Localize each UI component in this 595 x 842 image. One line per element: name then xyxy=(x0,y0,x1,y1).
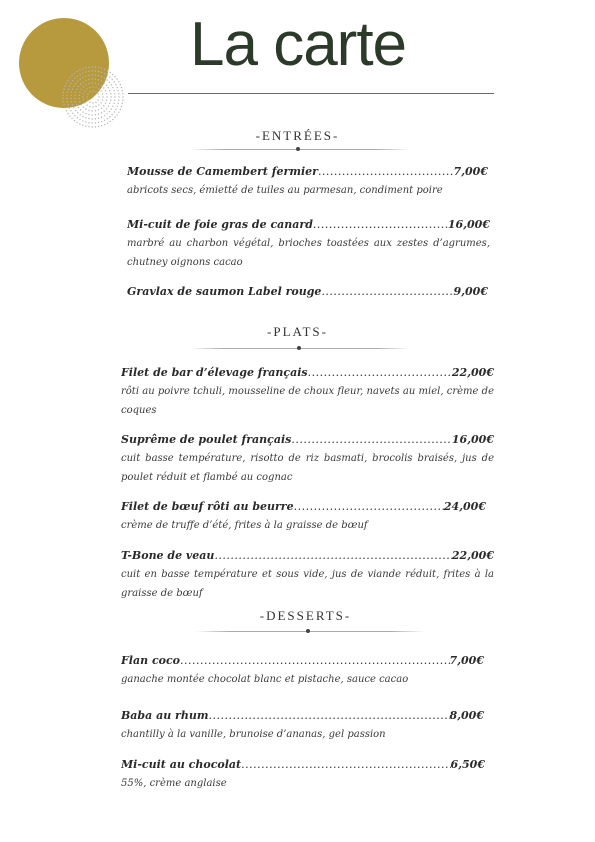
menu-item xyxy=(121,758,485,793)
menu-item xyxy=(127,285,488,298)
section-divider-dot xyxy=(296,147,300,151)
leader-dots xyxy=(313,218,448,231)
item-price: 22,00€ xyxy=(451,549,494,562)
leader-dots xyxy=(180,654,450,667)
item-price: 22,00€ xyxy=(451,366,494,379)
title-divider xyxy=(128,93,494,94)
leader-dots xyxy=(294,500,444,513)
decorative-dotted-circle xyxy=(58,62,128,132)
leader-dots xyxy=(208,709,449,722)
item-name: Gravlax de saumon Label rouge xyxy=(127,285,322,298)
item-price: 7,00€ xyxy=(453,165,488,178)
item-price: 6,50€ xyxy=(450,758,485,771)
menu-item xyxy=(121,500,486,535)
leader-dots xyxy=(308,366,452,379)
menu-item xyxy=(121,709,484,744)
item-description: marbré au charbon végétal, brioches toastées aux zestes d’agrumes, chutney oignons cacao xyxy=(127,238,490,268)
section-header-entrees xyxy=(0,128,595,144)
section-divider-entrees xyxy=(190,149,410,150)
item-price: 9,00€ xyxy=(453,285,488,298)
item-name: Baba au rhum xyxy=(121,709,209,722)
item-name: Mousse de Camembert fermier xyxy=(127,165,318,178)
item-name: Suprême de poulet français xyxy=(121,433,292,446)
item-price: 16,00€ xyxy=(447,218,490,231)
leader-dots xyxy=(321,285,453,298)
menu-item xyxy=(121,549,494,603)
section-divider-desserts xyxy=(195,631,425,632)
item-description: cuit basse température, risotto de riz basmati, brocolis braisés, jus de poulet réduit et flambé au cognac xyxy=(121,453,494,483)
item-price: 7,00€ xyxy=(449,654,484,667)
item-description: chantilly à la vanille, brunoise d’ananas, gel passion xyxy=(121,729,386,740)
item-name: Filet de bar d’élevage français xyxy=(121,366,308,379)
section-header-plats xyxy=(0,324,595,340)
leader-dots xyxy=(241,758,450,771)
menu-item xyxy=(121,433,494,487)
item-description: ganache montée chocolat blanc et pistache, sauce cacao xyxy=(121,674,409,685)
item-description: abricots secs, émietté de tuiles au parmesan, condiment poire xyxy=(127,185,443,196)
menu-item xyxy=(121,654,484,689)
leader-dots xyxy=(291,433,452,446)
menu-title: La carte xyxy=(190,10,407,79)
leader-dots xyxy=(318,165,454,178)
section-divider-dot xyxy=(297,346,301,350)
item-name: Mi-cuit de foie gras de canard xyxy=(127,218,313,231)
menu-item xyxy=(127,165,488,200)
item-name: Filet de bœuf rôti au beurre xyxy=(121,500,294,513)
leader-dots xyxy=(214,549,451,562)
item-price: 16,00€ xyxy=(451,433,494,446)
section-divider-dot xyxy=(306,629,310,633)
item-name: Flan coco xyxy=(121,654,181,667)
section-header-desserts xyxy=(0,608,595,624)
menu-item xyxy=(127,218,490,272)
item-description: rôti au poivre tchuli, mousseline de choux fleur, navets au miel, crème de coques xyxy=(121,386,494,416)
item-price: 8,00€ xyxy=(449,709,484,722)
menu-item xyxy=(121,366,494,420)
section-title-desserts: -DESSERTS- xyxy=(259,608,352,623)
item-price: 24,00€ xyxy=(443,500,486,513)
section-title-entrees: -ENTRÉES- xyxy=(255,128,340,143)
item-description: crème de truffe d’été, frites à la graisse de bœuf xyxy=(121,520,368,531)
section-title-plats: -PLATS- xyxy=(267,324,328,339)
item-name: T-Bone de veau xyxy=(121,549,215,562)
item-description: cuit en basse température et sous vide, jus de viande réduit, frites à la graisse de bœuf xyxy=(121,569,494,599)
item-name: Mi-cuit au chocolat xyxy=(121,758,242,771)
item-description: 55%, crème anglaise xyxy=(121,778,227,789)
